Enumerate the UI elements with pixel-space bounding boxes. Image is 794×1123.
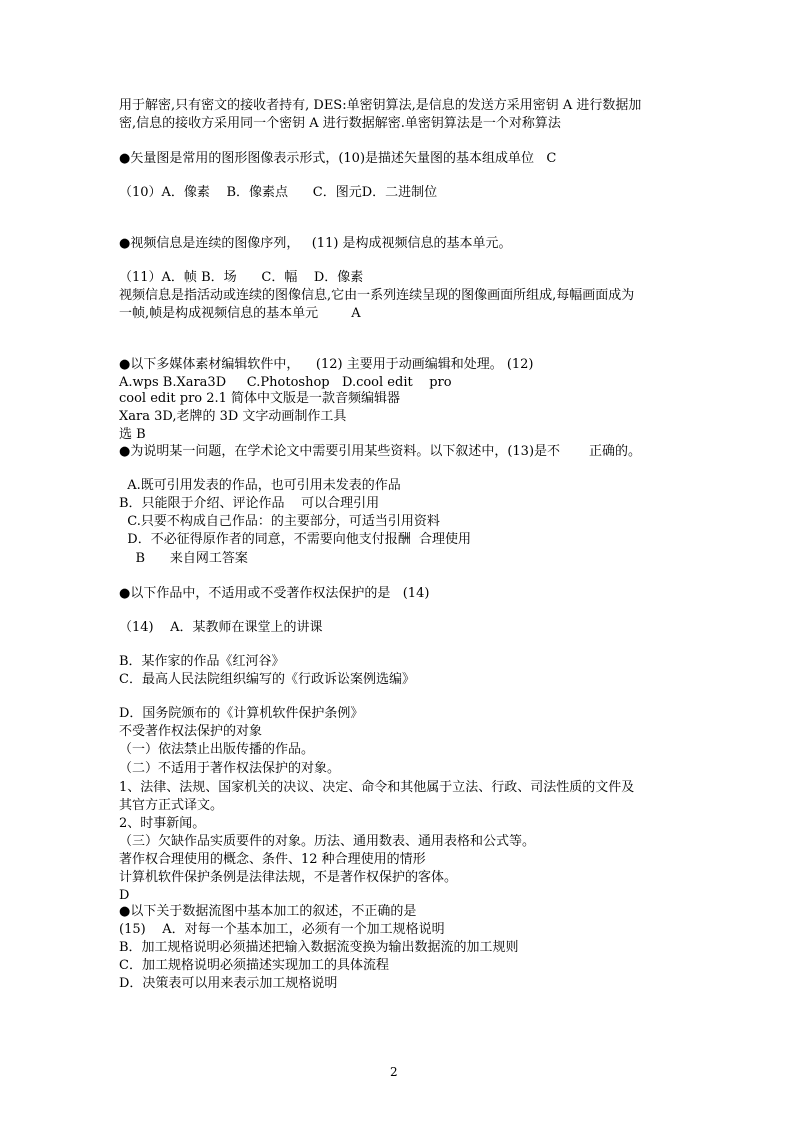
text-line: （一）依法禁止出版传播的作品。: [119, 742, 315, 757]
text-line: 计算机软件保护条例是法律法规，不是著作权保护的客体。: [119, 870, 458, 885]
text-line: D．决策表可以用来表示加工规格说明: [119, 976, 338, 991]
text-line: C．最高人民法院组织编写的《行政诉讼案例选编》: [119, 672, 415, 687]
text-line: D．不必征得原作者的同意，不需要向他支付报酬 合理使用: [119, 532, 471, 547]
text-line: A.wps B.Xara3D C.Photoshop D.cool edit pro: [119, 375, 452, 390]
text-line: Xara 3D,老牌的 3D 文字动画制作工具: [119, 409, 347, 424]
text-line: （10）A．像素 B．像素点 C．图元D．二进制位: [119, 185, 438, 200]
text-line: 密,信息的接收方采用同一个密钥 A 进行数据解密.单密钥算法是一个对称算法: [119, 116, 561, 131]
text-line: ●以下多媒体素材编辑软件中， (12) 主要用于动画编辑和处理。 (12): [119, 357, 534, 372]
text-line: A.既可引用发表的作品，也可引用未发表的作品: [119, 478, 401, 493]
text-line: （三）欠缺作品实质要件的对象。历法、通用数表、通用表格和公式等。: [119, 834, 536, 849]
text-line: cool edit pro 2.1 简体中文版是一款音频编辑器: [119, 391, 401, 406]
text-line: 视频信息是指活动或连续的图像信息,它由一系列连续呈现的图像画面所组成,每幅画面成为: [119, 288, 635, 303]
text-line: ●视频信息是连续的图像序列， (11) 是构成视频信息的基本单元。: [119, 236, 512, 251]
text-line: 用于解密,只有密文的接收者持有, DES:单密钥算法,是信息的发送方采用密钥 A 进行数据加: [119, 98, 642, 113]
text-line: 不受著作权法保护的对象: [119, 724, 263, 739]
text-line: ●矢量图是常用的图形图像表示形式，(10)是描述矢量图的基本组成单位 C: [119, 151, 557, 166]
text-line: ●以下作品中，不适用或不受著作权法保护的是 (14): [119, 586, 430, 601]
text-line: B．只能限于介绍、评论作品 可以合理引用: [119, 496, 380, 511]
text-line: 著作权合理使用的概念、条件、12 种合理使用的情形: [119, 852, 426, 867]
text-line: 选 B: [119, 427, 146, 442]
text-line: B．某作家的作品《红河谷》: [119, 654, 285, 669]
text-line: 2、时事新闻。: [119, 816, 206, 831]
text-line: (15) A．对每一个基本加工，必须有一个加工规格说明: [119, 922, 445, 937]
text-line: C．加工规格说明必须描述实现加工的具体流程: [119, 958, 389, 973]
text-line: C.只要不构成自己作品：的主要部分，可适当引用资料: [119, 514, 440, 529]
text-line: 一帧,帧是构成视频信息的基本单元 A: [119, 306, 361, 321]
text-line: D: [119, 888, 130, 903]
text-line: ●以下关于数据流图中基本加工的叙述，不正确的是: [119, 904, 417, 919]
text-line: （14) A．某教师在课堂上的讲课: [119, 620, 323, 635]
text-line: B 来自网工答案: [119, 551, 248, 566]
text-line: （二）不适用于著作权法保护的对象。: [119, 761, 341, 776]
text-line: （11）A．帧 B．场 C．幅 D．像素: [119, 270, 364, 285]
page-number: 2: [390, 1065, 398, 1079]
text-line: B．加工规格说明必须描述把输入数据流变换为输出数据流的加工规则: [119, 940, 519, 955]
text-line: 其官方正式译文。: [119, 798, 224, 813]
text-line: ●为说明某一问题，在学术论文中需要引用某些资料。以下叙述中，(13)是不 正确的。: [119, 444, 641, 459]
text-line: D．国务院颁布的《计算机软件保护条例》: [119, 706, 364, 721]
text-line: 1、法律、法规、国家机关的决议、决定、命令和其他属于立法、行政、司法性质的文件及: [119, 780, 635, 795]
